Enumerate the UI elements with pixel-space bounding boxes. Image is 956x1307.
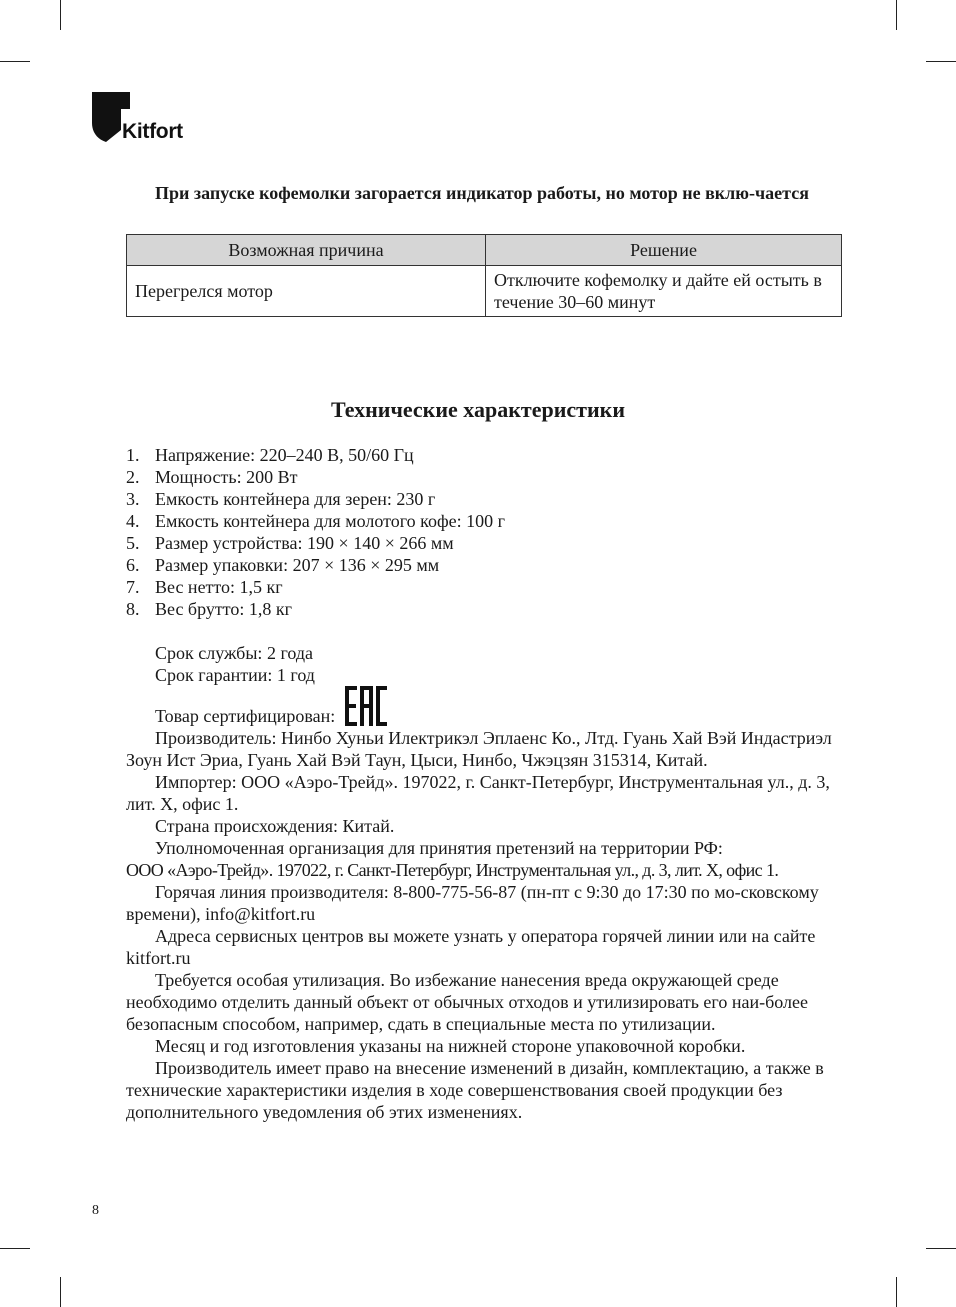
eac-mark-icon	[345, 686, 387, 726]
manufacturer: Производитель: Нинбо Хуньи Илектрикэл Эплаенс Ко., Лтд. Гуань Хай Вэй Индастриэл Зоун Ист Эриа, Гуань Хай Вэй Таун, Цыси, Нинбо, Чжэцзян 315314, Китай.	[126, 728, 832, 770]
troubleshooting-table	[126, 234, 842, 317]
crop-mark	[926, 61, 956, 62]
item-number: 1.	[126, 445, 140, 465]
solution-cell: Отключите кофемолку и дайте ей остыть в течение 30–60 минут	[486, 266, 842, 317]
claims-organization-label: Уполномоченная организация для принятия претензий на территории РФ:	[155, 838, 723, 858]
item-number: 8.	[126, 599, 140, 619]
crop-mark	[896, 1277, 897, 1307]
item-text: Напряжение: 220–240 В, 50/60 Гц	[155, 445, 414, 465]
warranty: Срок гарантии: 1 год	[155, 665, 315, 685]
changes-notice: Производитель имеет право на внесение изменений в дизайн, комплектацию, а также в технические характеристики изделия в ходе совершенствования своей продукции без дополнительного уведомления об этих изменениях.	[126, 1058, 824, 1122]
crop-mark	[60, 1277, 61, 1307]
item-number: 7.	[126, 577, 140, 597]
list-item	[126, 466, 505, 488]
column-header-solution: Решение	[486, 235, 842, 266]
table-row	[127, 266, 842, 317]
item-text: Емкость контейнера для молотого кофе: 100 г	[155, 511, 506, 531]
specifications-title: Технические характеристики	[330, 397, 626, 422]
hotline: Горячая линия производителя: 8-800-775-56-87 (пн-пт с 9:30 до 17:30 по мо-сковскому времени), info@kitfort.ru	[126, 882, 819, 924]
item-text: Размер упаковки: 207 × 136 × 295 мм	[155, 555, 440, 575]
item-number: 4.	[126, 511, 140, 531]
item-number: 2.	[126, 467, 140, 487]
brand-logo	[92, 92, 232, 152]
certified-label: Товар сертифицирован:	[155, 706, 336, 726]
item-text: Мощность: 200 Вт	[155, 467, 298, 487]
crop-mark	[0, 1248, 30, 1249]
importer: Импортер: ООО «Аэро-Трейд». 197022, г. Санкт-Петербург, Инструментальная ул., д. 3, лит. Х, офис 1.	[126, 772, 830, 814]
item-number: 6.	[126, 555, 140, 575]
crop-mark	[60, 0, 61, 30]
list-item	[126, 510, 505, 532]
table-header-row	[127, 235, 842, 266]
specifications-list	[126, 444, 505, 620]
cause-cell: Перегрелся мотор	[127, 266, 486, 317]
column-header-cause: Возможная причина	[127, 235, 486, 266]
product-info	[126, 642, 842, 1123]
crop-mark	[926, 1248, 956, 1249]
troubleshooting-heading: При запуске кофемолки загорается индикатор работы, но мотор не вклю-чается	[155, 183, 809, 203]
certification-line	[126, 686, 842, 727]
page-number: 8	[92, 1203, 99, 1218]
item-number: 5.	[126, 533, 140, 553]
list-item	[126, 488, 505, 510]
list-item	[126, 598, 505, 620]
claims-organization-address: ООО «Аэро-Трейд». 197022, г. Санкт-Петербург, Инструментальная ул., д. 3, лит. Х, офис 1.	[126, 860, 779, 880]
country-of-origin: Страна происхождения: Китай.	[155, 816, 395, 836]
manufacture-date-notice: Месяц и год изготовления указаны на нижней стороне упаковочной коробки.	[155, 1036, 746, 1056]
item-text: Вес нетто: 1,5 кг	[155, 577, 283, 597]
service-centers: Адреса сервисных центров вы можете узнать у оператора горячей линии или на сайте kitfort.ru	[126, 926, 816, 968]
item-text: Вес брутто: 1,8 кг	[155, 599, 292, 619]
item-number: 3.	[126, 489, 140, 509]
list-item	[126, 554, 505, 576]
list-item	[126, 532, 505, 554]
brand-name: Kitfort	[122, 120, 183, 143]
disposal-notice: Требуется особая утилизация. Во избежание нанесения вреда окружающей среде необходимо отделить данный объект от обычных отходов и утилизировать его наи-более безопасным способом, например, сдать в специальные места по утилизации.	[126, 970, 808, 1034]
crop-mark	[896, 0, 897, 30]
list-item	[126, 444, 505, 466]
crop-mark	[0, 61, 30, 62]
item-text: Размер устройства: 190 × 140 × 266 мм	[155, 533, 454, 553]
service-life: Срок службы: 2 года	[155, 643, 314, 663]
list-item	[126, 576, 505, 598]
item-text: Емкость контейнера для зерен: 230 г	[155, 489, 436, 509]
